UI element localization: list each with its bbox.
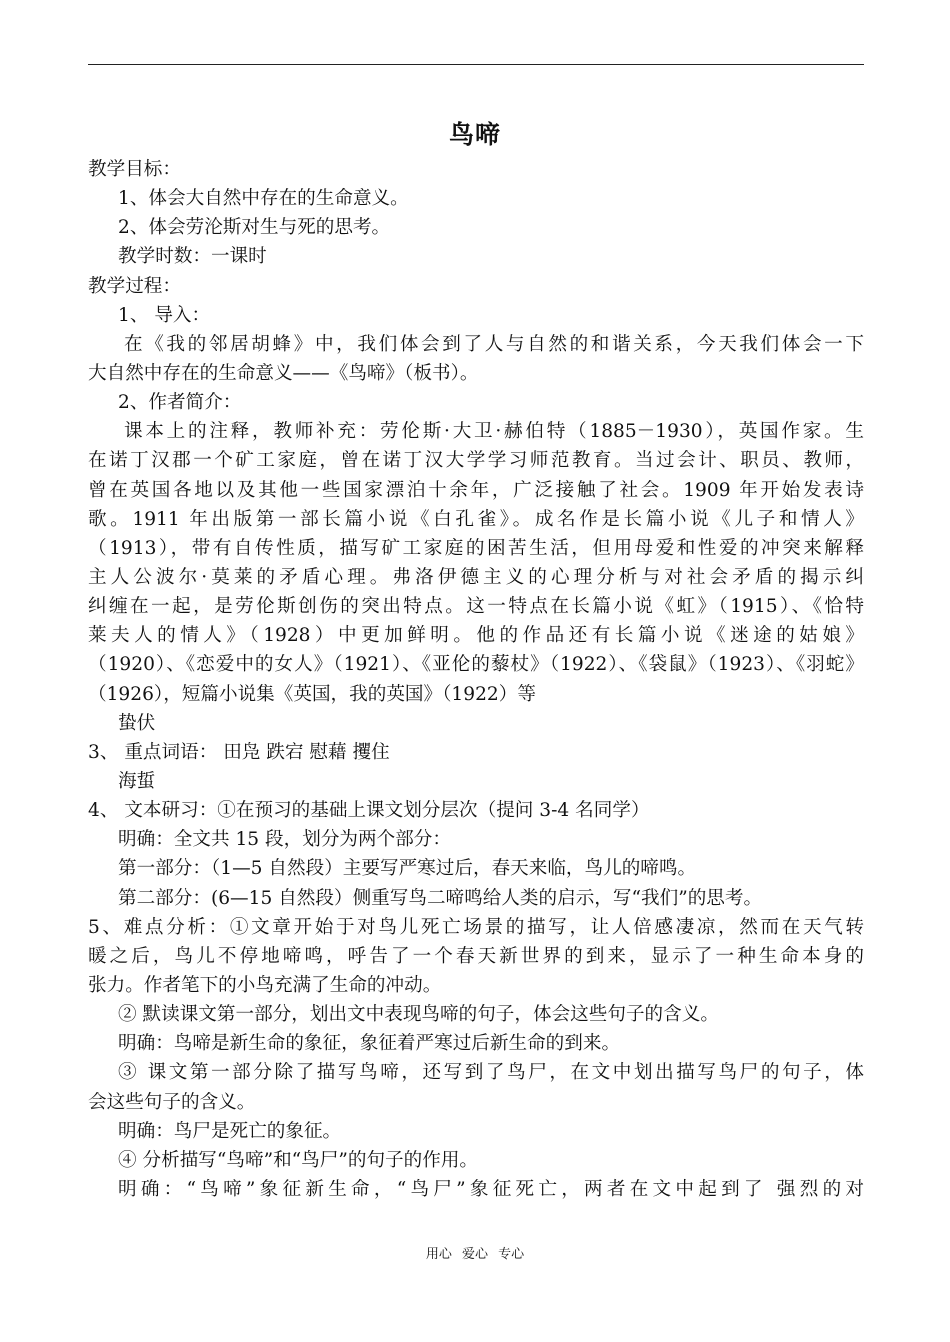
text-line: 课本上的注释，教师补充：劳伦斯·大卫·赫伯特（1885－1930），英国作家。生 bbox=[124, 421, 864, 443]
text-line: 第一部分：（1—5 自然段）主要写严寒过后，春天来临，鸟儿的啼鸣。 bbox=[118, 858, 697, 880]
text-line: 大自然中存在的生命意义——《鸟啼》（板书）。 bbox=[88, 362, 479, 384]
text-line: ③ 课文第一部分除了描写鸟啼，还写到了鸟尸，在文中划出描写鸟尸的句子，体 bbox=[118, 1062, 864, 1084]
text-line: （1920）、《恋爱中的女人》（1921）、《亚伦的藜杖》（1922）、《袋鼠》（1923）、《羽蛇》 bbox=[88, 654, 864, 676]
text-line: 教学过程： bbox=[88, 275, 181, 297]
text-line: 4、 文本研习：①在预习的基础上课文划分层次（提问 3-4 名同学） bbox=[88, 800, 650, 822]
page-footer: 用心 爱心 专心 bbox=[425, 1247, 525, 1262]
header-rule bbox=[88, 64, 864, 65]
document-body bbox=[88, 155, 864, 1204]
text-line: 明确：全文共 15 段，划分为两个部分： bbox=[118, 829, 451, 851]
page-title: 鸟啼 bbox=[448, 120, 501, 149]
text-line: 2、作者简介： bbox=[118, 392, 242, 414]
text-line: 明确：鸟尸是死亡的象征。 bbox=[118, 1120, 342, 1142]
text-line: 海蜇 bbox=[118, 770, 156, 792]
text-line: 暖之后，鸟儿不停地啼鸣，呼告了一个春天新世界的到来，显示了一种生命本身的 bbox=[88, 945, 864, 967]
text-line: （1913），带有自传性质，描写矿工家庭的困苦生活，但用母爱和性爱的冲突来解释 bbox=[88, 537, 864, 559]
text-line: 会这些句子的含义。 bbox=[88, 1091, 256, 1113]
text-line: 主人公波尔·莫莱的矛盾心理。弗洛伊德主义的心理分析与对社会矛盾的揭示纠 bbox=[88, 566, 864, 588]
text-line: 明确：鸟啼是新生命的象征，象征着严寒过后新生命的到来。 bbox=[118, 1033, 621, 1055]
text-line: 张力。作者笔下的小鸟充满了生命的冲动。 bbox=[88, 974, 442, 996]
text-line: 在诺丁汉郡一个矿工家庭，曾在诺丁汉大学学习师范教育。当过会计、职员、教师， bbox=[88, 450, 864, 472]
text-line: 教学目标： bbox=[88, 159, 181, 180]
text-line: 莱夫人的情人》（1928）中更加鲜明。他的作品还有长篇小说《迷途的姑娘》 bbox=[88, 625, 864, 647]
text-line: 明确：“鸟啼”象征新生命，“鸟尸”象征死亡，两者在文中起到了 强烈的对 bbox=[118, 1178, 864, 1200]
text-line: 1、体会大自然中存在的生命意义。 bbox=[118, 188, 409, 210]
text-line: 3、 重点词语： 田凫 跌宕 慰藉 攫住 bbox=[88, 741, 390, 763]
text-line: ② 默读课文第一部分，划出文中表现鸟啼的句子，体会这些句子的含义。 bbox=[118, 1004, 719, 1026]
text-line: （1926），短篇小说集《英国，我的英国》（1922）等 bbox=[88, 683, 536, 705]
text-line: 第二部分：(6—15 自然段）侧重写鸟二啼鸣给人类的启示，写“我们”的思考。 bbox=[118, 887, 763, 909]
text-line: ④ 分析描写“鸟啼”和“鸟尸”的句子的作用。 bbox=[118, 1149, 479, 1171]
text-line: 歌。1911 年出版第一部长篇小说《白孔雀》。成名作是长篇小说《儿子和情人》 bbox=[88, 508, 864, 530]
text-line: 教学时数：一课时 bbox=[118, 246, 267, 268]
text-line: 5、难点分析：①文章开始于对鸟儿死亡场景的描写，让人倍感凄凉，然而在天气转 bbox=[88, 916, 864, 938]
text-line: 2、体会劳沦斯对生与死的思考。 bbox=[118, 217, 391, 239]
text-line: 蛰伏 bbox=[118, 712, 156, 734]
text-line: 纠缠在一起，是劳伦斯创伤的突出特点。这一特点在长篇小说《虹》（1915）、《恰特 bbox=[88, 596, 864, 618]
text-line: 曾在英国各地以及其他一些国家漂泊十余年，广泛接触了社会。1909 年开始发表诗 bbox=[88, 479, 864, 501]
text-line: 在《我的邻居胡蜂》中，我们体会到了人与自然的和谐关系，今天我们体会一下 bbox=[124, 333, 864, 355]
text-line: 1、 导入： bbox=[118, 304, 211, 326]
